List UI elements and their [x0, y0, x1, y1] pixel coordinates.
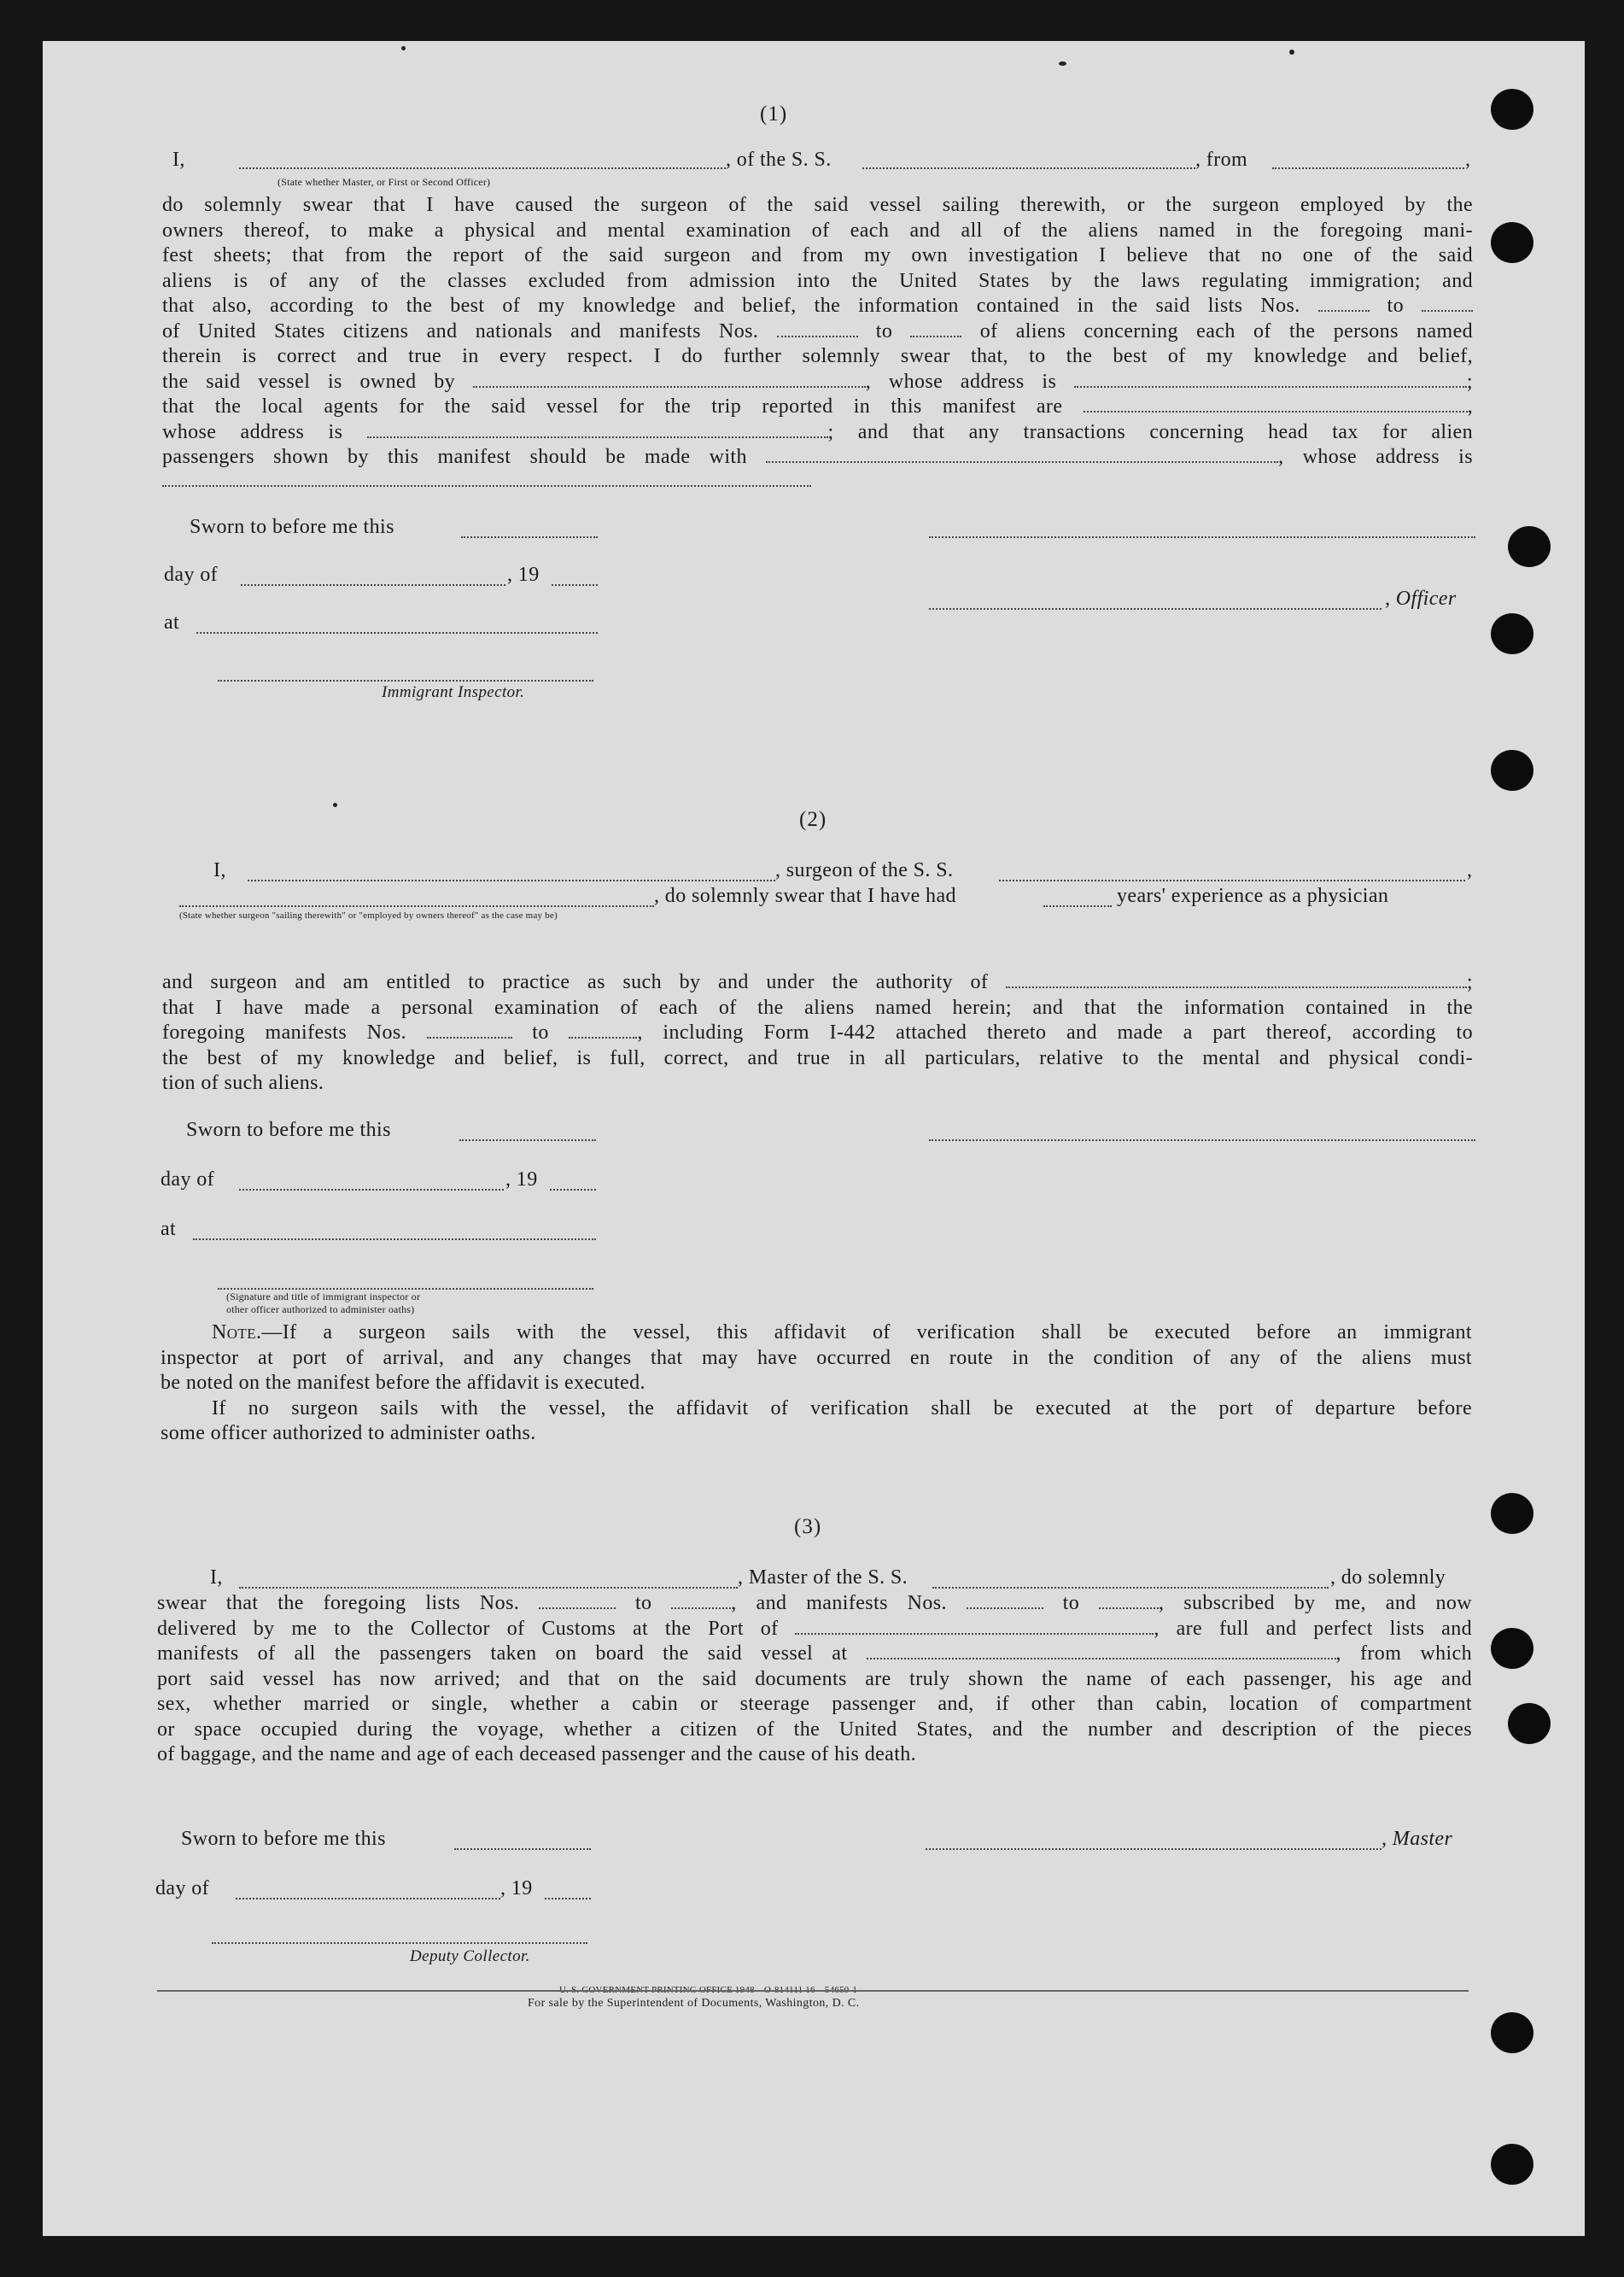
s1-inspector-signature-field[interactable] — [218, 680, 593, 682]
s2-surgeon-status-field[interactable] — [179, 905, 654, 907]
s1-line: do solemnly swear that I have caused the surgeon of the said vessel sailing therewith, or the surgeon employed by the — [162, 194, 1473, 216]
s1-officer-title-field[interactable] — [929, 608, 1382, 610]
s3-collector-signature-field[interactable] — [212, 1942, 587, 1944]
punch-hole-9 — [1491, 2012, 1533, 2053]
s2-oath-text — [162, 970, 1473, 1097]
s3-year-field[interactable] — [545, 1898, 591, 1899]
form-page — [43, 41, 1585, 2236]
s1-head-tax-address-field[interactable] — [162, 485, 811, 487]
s2-day-of-label: day of — [161, 1168, 215, 1191]
s2-year-field[interactable] — [550, 1189, 596, 1191]
s2-day-of-field[interactable] — [239, 1189, 504, 1191]
s2-comma: , — [1467, 859, 1473, 881]
s2-surgeon-of-label: , surgeon of the S. S. — [775, 859, 954, 881]
s2-line: tion of such aliens. — [162, 1072, 324, 1094]
s1-line-agents: that the local agents for the said vessel for the trip reported in this manifest are , — [162, 395, 1473, 418]
s1-at-field[interactable] — [196, 632, 598, 634]
section-2-number: (2) — [799, 808, 827, 831]
s3-line: or space occupied during the voyage, whether a citizen of the United States, and the number and description of the pieces — [157, 1718, 1472, 1741]
s1-line-head-tax: passengers shown by this manifest should be made with , whose address is — [162, 446, 1473, 468]
s1-line-agent-address: whose address is ; and that any transactions concerning head tax for alien — [162, 420, 1473, 443]
s3-lists-to-field[interactable] — [671, 1592, 731, 1609]
s3-line-lists: swear that the foregoing lists Nos. to , and manifests Nos. to , subscribed by me, and now — [157, 1592, 1473, 1614]
sale-notice: For sale by the Superintendent of Documents, Washington, D. C. — [528, 1997, 860, 2010]
punch-hole-2 — [1491, 222, 1533, 263]
s1-officer-label: , Officer — [1385, 588, 1457, 610]
s1-line-lists: that also, according to the best of my knowledge and belief, the information contained in the said lists Nos. to — [162, 294, 1473, 319]
note-line-1: Note.—If a surgeon sails with the vessel, this affidavit of verification shall be executed before an immigrant — [212, 1321, 1472, 1343]
s1-manifests-to-field[interactable] — [910, 320, 961, 337]
s3-line: sex, whether married or single, whether a cabin or steerage passenger and, if other than cabin, location of compartment — [157, 1693, 1472, 1715]
s1-head-tax-field[interactable] — [766, 446, 1278, 463]
s3-line: of baggage, and the name and age of each deceased passenger and the cause of his death. — [157, 1743, 917, 1765]
s1-sworn-date-field[interactable] — [461, 536, 598, 538]
s1-line-manifests: of United States citizens and nationals and manifests Nos. to of aliens concerning each of the persons named — [162, 319, 1474, 342]
ink-speck — [401, 46, 406, 50]
s1-vessel-name-field[interactable] — [862, 167, 1195, 169]
s3-line-port: delivered by me to the Collector of Customs at the Port of , are full and perfect lists and — [157, 1617, 1472, 1640]
s2-signer-caption-2: other officer authorized to administer oaths) — [226, 1303, 415, 1315]
s2-authority-field[interactable] — [1006, 971, 1467, 988]
s3-lists-from-field[interactable] — [539, 1592, 616, 1609]
s3-master-signature-field[interactable] — [926, 1848, 1382, 1850]
s3-port-field[interactable] — [795, 1618, 1154, 1635]
s3-port-of-departure-field[interactable] — [867, 1642, 1336, 1659]
s1-inspector-label: Immigrant Inspector. — [382, 683, 525, 701]
printing-office-imprint: U. S. GOVERNMENT PRINTING OFFICE 1948—O-814111 16—54650-1 — [559, 1985, 857, 1995]
s3-sworn-date-field[interactable] — [454, 1848, 591, 1850]
s2-line: the best of my knowledge and belief, is full, correct, and true in all particulars, relative to the mental and physical condi- — [162, 1046, 1473, 1069]
s1-officer-signature-field[interactable] — [929, 536, 1475, 538]
s1-officer-caption: (State whether Master, or First or Second Officer) — [277, 176, 491, 188]
s2-surgeon-name-field[interactable] — [248, 880, 775, 881]
s1-sworn-label: Sworn to before me this — [190, 516, 394, 538]
s2-at-label: at — [161, 1218, 177, 1240]
s3-i-label: I, — [210, 1566, 223, 1589]
s3-master-label: , Master — [1382, 1828, 1453, 1850]
s2-status-caption: (State whether surgeon "sailing therewith" or "employed by owners thereof" as the case may be) — [179, 910, 558, 921]
s1-oath-text — [162, 193, 1473, 471]
s2-sworn-date-field[interactable] — [459, 1139, 596, 1141]
note-line: be noted on the manifest before the affidavit is executed. — [161, 1372, 646, 1394]
s1-line: aliens is of any of the classes excluded from admission into the United States by the laws regulating immigration; and — [162, 269, 1473, 292]
s1-lists-to-field[interactable] — [1422, 295, 1473, 312]
s1-manifests-from-field[interactable] — [777, 320, 858, 337]
note-label: Note. — [212, 1321, 262, 1343]
s3-master-of-label: , Master of the S. S. — [738, 1566, 908, 1589]
s2-manifests-to-field[interactable] — [569, 1021, 637, 1039]
s2-year-label: , 19 — [505, 1168, 538, 1191]
note-line: inspector at port of arrival, and any changes that may have occurred en route in the condition of any of the aliens must — [161, 1346, 1472, 1369]
s2-vessel-name-field[interactable] — [999, 880, 1465, 881]
s1-line: therein is correct and true in every respect. I do further solemnly swear that, to the best of my knowledge and belief, — [162, 345, 1473, 367]
s2-inspector-signature-field[interactable] — [218, 1288, 593, 1290]
s3-manifests-to-field[interactable] — [1099, 1592, 1159, 1609]
s1-from-port-field[interactable] — [1272, 167, 1464, 169]
s1-agent-address-field[interactable] — [367, 421, 828, 438]
s1-of-ss-label: , of the S. S. — [726, 149, 832, 171]
s1-owner-address-field[interactable] — [1074, 371, 1467, 388]
s3-do-solemnly-label: , do solemnly — [1330, 1566, 1446, 1589]
punch-hole-8 — [1508, 1703, 1551, 1744]
s1-lists-from-field[interactable] — [1318, 295, 1370, 312]
ink-speck — [1059, 61, 1066, 66]
footer-rule — [157, 1990, 1469, 1992]
section-3-number: (3) — [794, 1515, 822, 1538]
s1-year-label: , 19 — [507, 564, 540, 586]
s2-years-field[interactable] — [1043, 905, 1112, 907]
s3-line-taken: manifests of all the passengers taken on board the said vessel at , from which — [157, 1642, 1472, 1665]
ink-speck — [333, 803, 337, 807]
s1-line: owners thereof, to make a physical and mental examination of each and all of the aliens named in the foregoing mani- — [162, 219, 1473, 242]
punch-hole-1 — [1491, 89, 1533, 130]
s3-day-of-field[interactable] — [236, 1898, 500, 1899]
punch-hole-5 — [1491, 750, 1533, 791]
note-line: some officer authorized to administer oaths. — [161, 1422, 536, 1444]
s3-master-name-field[interactable] — [239, 1587, 738, 1589]
note-text — [161, 1320, 1472, 1447]
s2-line: that I have made a personal examination of each of the aliens named herein; and that the information contained in the — [162, 996, 1473, 1019]
s1-line-owner: the said vessel is owned by , whose address is ; — [162, 370, 1473, 393]
s1-comma: , — [1465, 149, 1471, 171]
s3-oath-text — [157, 1591, 1472, 1768]
ink-speck — [1289, 50, 1294, 55]
punch-hole-3 — [1508, 526, 1551, 567]
s1-owner-field[interactable] — [473, 371, 866, 388]
s2-signer-caption-1: (Signature and title of immigrant inspector or — [226, 1291, 421, 1302]
s1-agents-field[interactable] — [1084, 395, 1468, 413]
s1-at-label: at — [164, 612, 180, 634]
s2-surgeon-signature-field[interactable] — [929, 1139, 1475, 1141]
s2-line-authority: and surgeon and am entitled to practice as such by and under the authority of ; — [162, 971, 1473, 993]
s3-vessel-name-field[interactable] — [932, 1587, 1329, 1589]
s3-line: port said vessel has now arrived; and that on the said documents are truly shown the name of each passenger, his age and — [157, 1667, 1472, 1690]
s1-i-label: I, — [172, 149, 185, 171]
punch-hole-4 — [1491, 613, 1533, 654]
s2-sworn-label: Sworn to before me this — [186, 1119, 391, 1141]
s3-year-label: , 19 — [500, 1877, 533, 1899]
s3-collector-label: Deputy Collector. — [410, 1947, 530, 1965]
s2-i-label: I, — [213, 859, 226, 881]
s1-officer-name-field[interactable] — [239, 167, 726, 169]
s1-day-of-label: day of — [164, 564, 219, 586]
s1-line: fest sheets; that from the report of the said surgeon and from my own investigation I believe that no one of the said — [162, 244, 1473, 266]
s2-years-label: years' experience as a physician — [1117, 885, 1389, 907]
s3-day-of-label: day of — [155, 1877, 210, 1899]
s3-sworn-label: Sworn to before me this — [181, 1828, 386, 1850]
s3-manifests-from-field[interactable] — [967, 1592, 1043, 1609]
note-line: If no surgeon sails with the vessel, the affidavit of verification shall be executed at the port of departure before — [212, 1396, 1472, 1419]
punch-hole-7 — [1491, 1628, 1533, 1669]
section-1-number: (1) — [760, 102, 788, 126]
s2-swear-label: , do solemnly swear that I have had — [654, 885, 956, 907]
s2-at-field[interactable] — [193, 1238, 596, 1240]
s1-year-field[interactable] — [552, 584, 598, 586]
s1-day-of-field[interactable] — [241, 584, 505, 586]
punch-hole-6 — [1491, 1493, 1533, 1534]
s2-line-manifests: foregoing manifests Nos. to , including Form I-442 attached thereto and made a part thereof, according to — [162, 1021, 1474, 1044]
s1-from-label: , from — [1195, 149, 1248, 171]
punch-hole-10 — [1491, 2144, 1533, 2185]
s2-manifests-from-field[interactable] — [427, 1021, 512, 1039]
